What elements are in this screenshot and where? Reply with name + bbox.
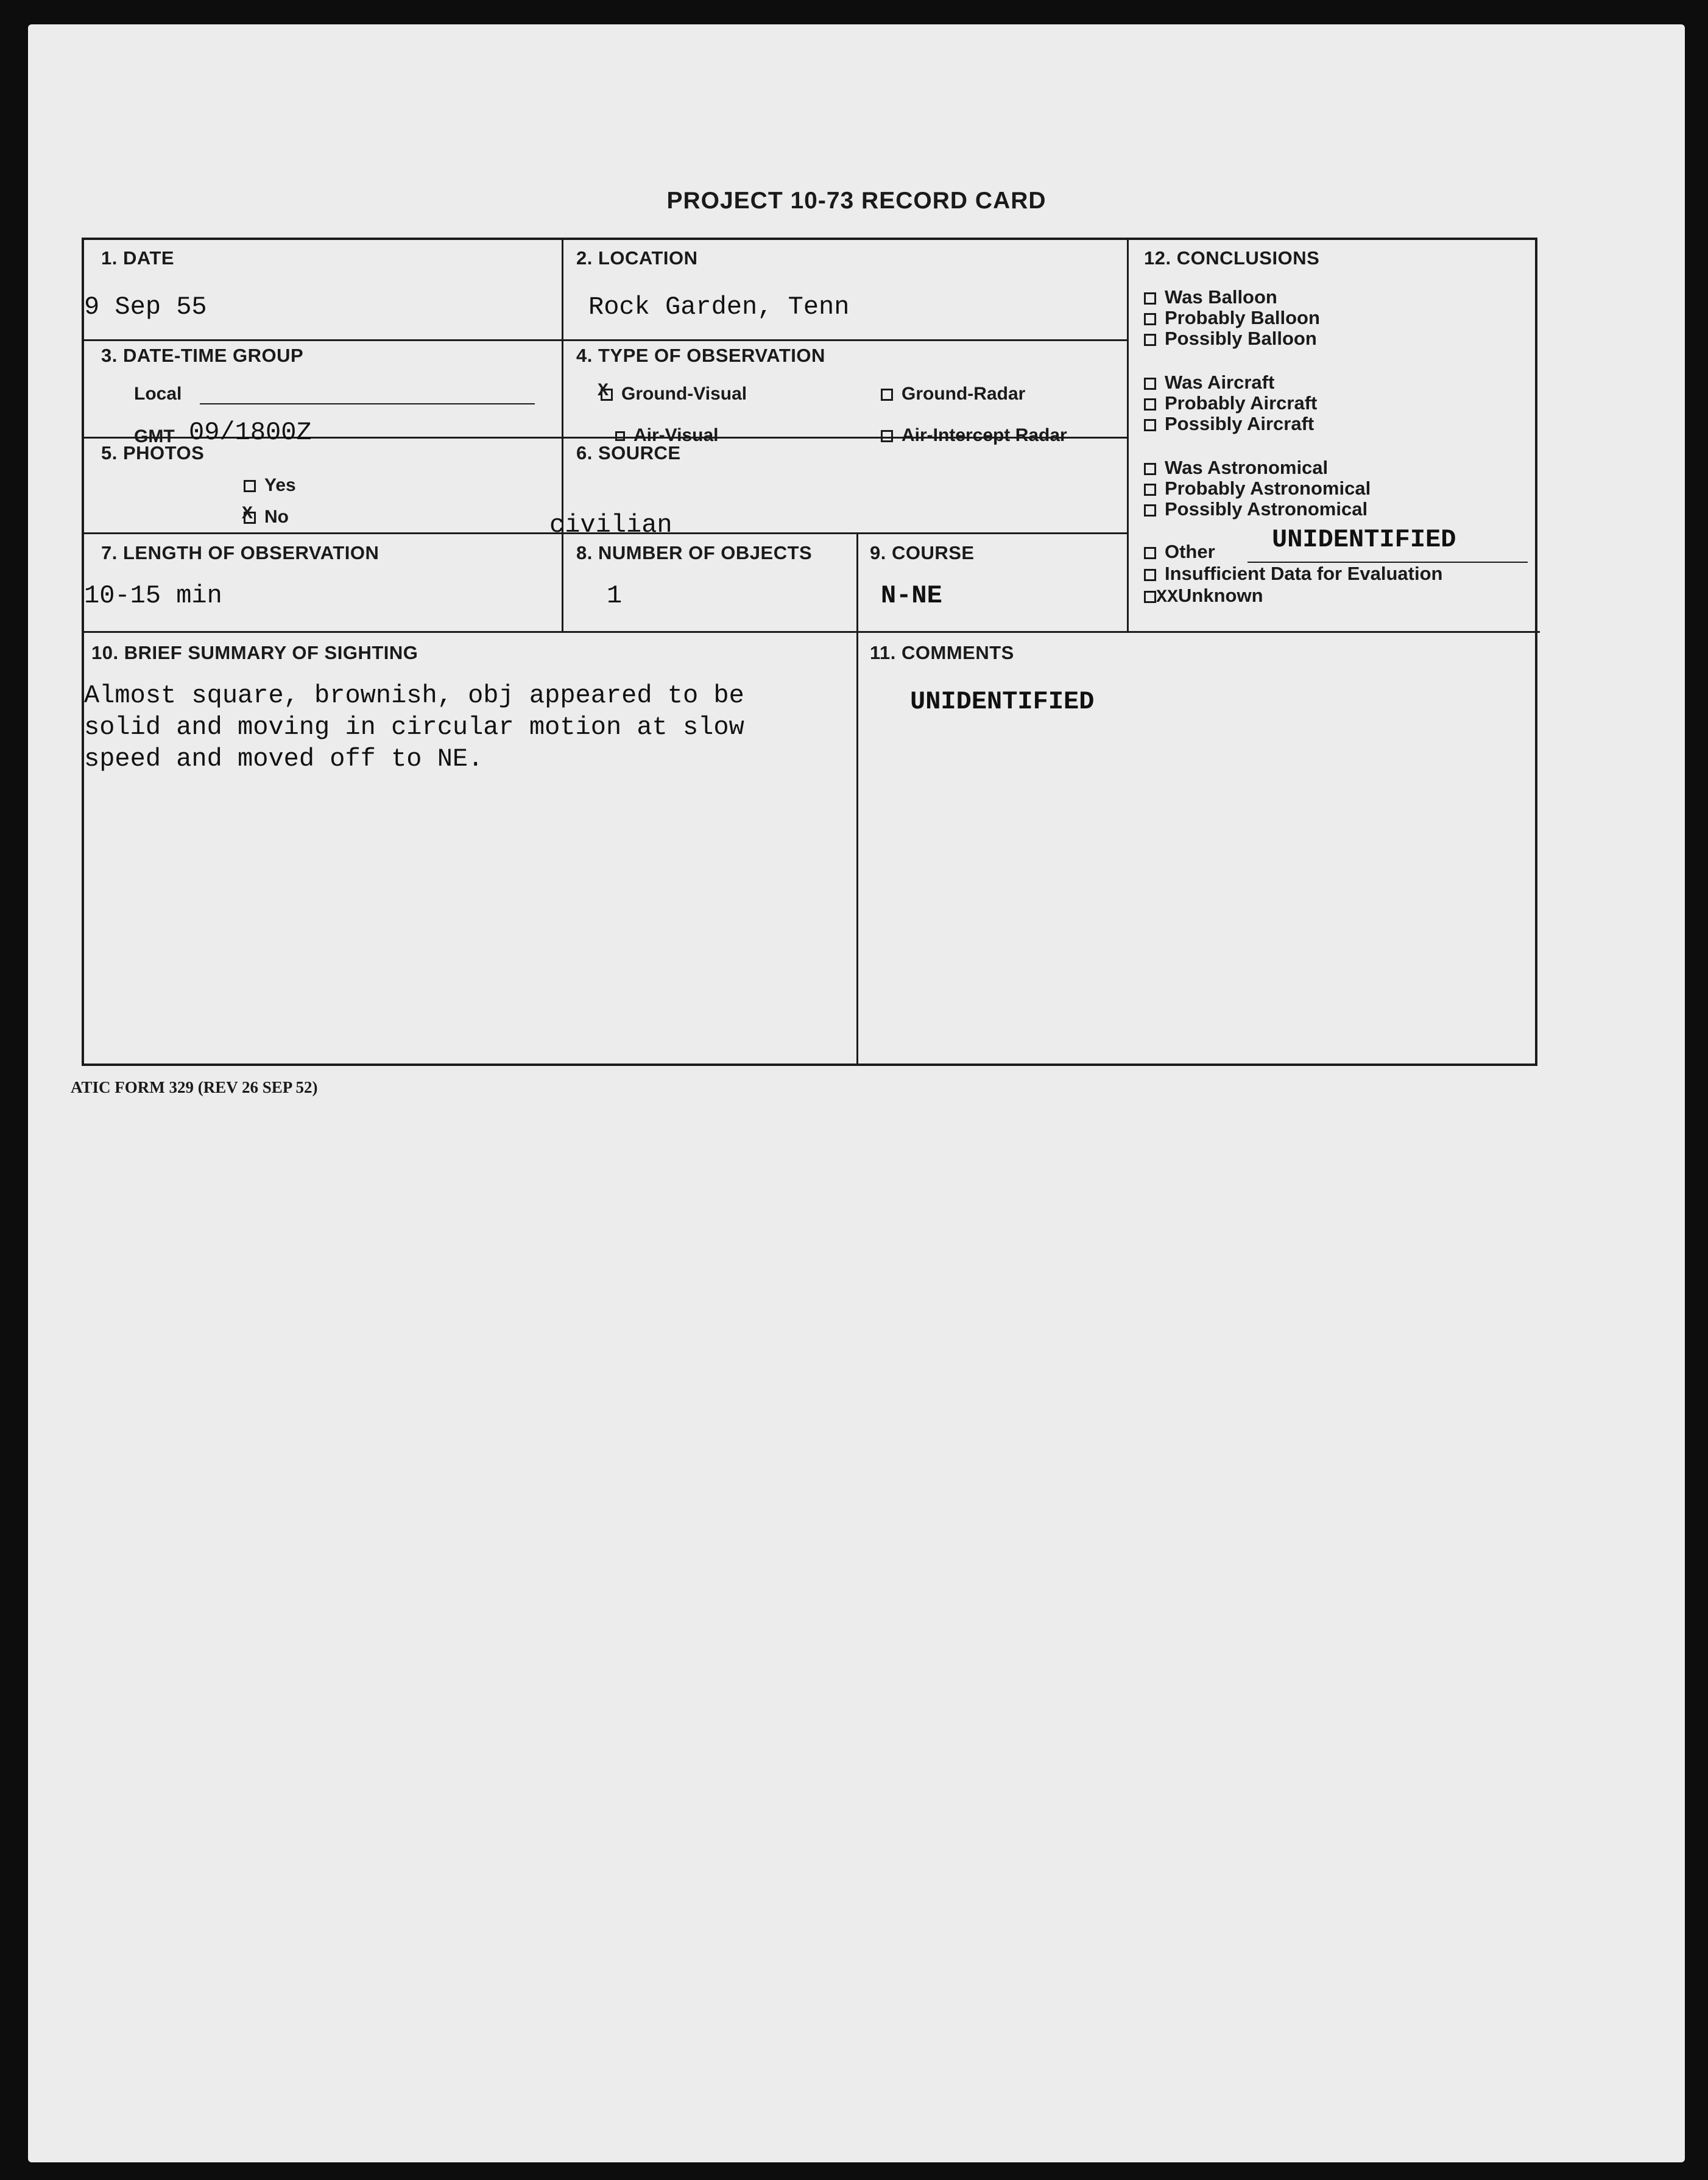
date-value: 9 Sep 55	[84, 292, 207, 322]
conclusion-other: Other	[1144, 541, 1215, 563]
conclusion-possibly-astronomical: Possibly Astronomical	[1144, 498, 1367, 520]
number-of-objects-label: 8. NUMBER OF OBJECTS	[576, 542, 813, 563]
observation-air-visual: Air-Visual	[615, 425, 719, 446]
conclusion-probably-balloon: Probably Balloon	[1144, 307, 1320, 329]
observation-ground-radar: Ground-Radar	[881, 384, 1025, 404]
location-value: Rock Garden, Tenn	[588, 292, 850, 322]
conclusion-insufficient-data: Insufficient Data for Evaluation	[1144, 563, 1442, 585]
gmt-label: GMT	[134, 426, 175, 446]
length-label: 7. LENGTH OF OBSERVATION	[101, 542, 379, 563]
date-time-group-label: 3. DATE-TIME GROUP	[101, 345, 304, 366]
conclusion-was-aircraft: Was Aircraft	[1144, 372, 1274, 393]
record-card	[82, 238, 1537, 1066]
conclusion-was-astronomical: Was Astronomical	[1144, 457, 1328, 479]
summary-label: 10. BRIEF SUMMARY OF SIGHTING	[91, 642, 418, 663]
conclusion-probably-aircraft: Probably Aircraft	[1144, 392, 1317, 414]
local-label: Local	[134, 384, 182, 404]
summary-text	[84, 680, 744, 775]
photos-no: X No	[242, 504, 289, 527]
photos-label: 5. PHOTOS	[101, 442, 205, 464]
course-value: N-NE	[881, 581, 942, 610]
conclusion-other-value: UNIDENTIFIED	[1272, 525, 1456, 554]
summary-line: solid and moving in circular motion at slow	[84, 713, 744, 742]
conclusion-possibly-aircraft: Possibly Aircraft	[1144, 413, 1314, 435]
course-label: 9. COURSE	[870, 542, 975, 563]
conclusion-unknown: XXUnknown	[1144, 585, 1263, 608]
source-value: civilian	[549, 510, 672, 540]
conclusion-possibly-balloon: Possibly Balloon	[1144, 328, 1317, 350]
observation-ground-visual: X Ground-Visual	[598, 381, 747, 404]
conclusion-probably-astronomical: Probably Astronomical	[1144, 478, 1371, 499]
document-page	[28, 24, 1685, 2162]
gmt-value: 09/1800Z	[189, 418, 312, 447]
summary-line: Almost square, brownish, obj appeared to be	[84, 681, 744, 710]
length-value: 10-15 min	[84, 581, 222, 610]
photos-yes: Yes	[244, 475, 296, 496]
source-label: 6. SOURCE	[576, 442, 681, 464]
date-label: 1. DATE	[101, 247, 175, 269]
observation-type-label: 4. TYPE OF OBSERVATION	[576, 345, 825, 366]
comments-label: 11. COMMENTS	[870, 642, 1014, 663]
comments-value: UNIDENTIFIED	[910, 687, 1095, 716]
form-footer: ATIC FORM 329 (REV 26 SEP 52)	[71, 1078, 318, 1096]
conclusion-was-balloon: Was Balloon	[1144, 286, 1277, 308]
number-of-objects-value: 1	[607, 581, 623, 610]
location-label: 2. LOCATION	[576, 247, 698, 269]
observation-air-intercept-radar: Air-Intercept Radar	[881, 425, 1067, 446]
form-title: PROJECT 10-73 RECORD CARD	[666, 188, 1046, 214]
conclusions-label: 12. CONCLUSIONS	[1144, 247, 1320, 269]
summary-line: speed and moved off to NE.	[84, 744, 484, 774]
